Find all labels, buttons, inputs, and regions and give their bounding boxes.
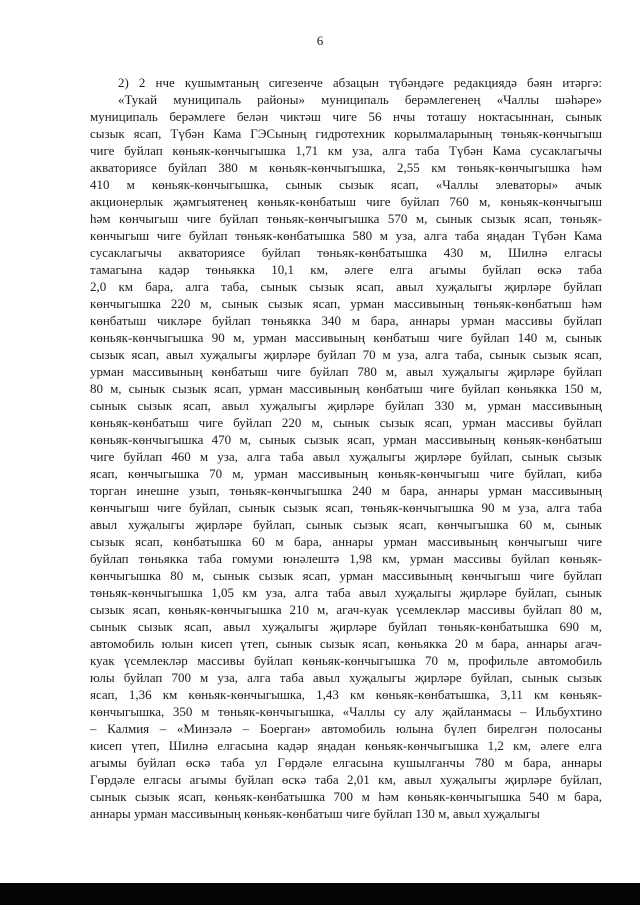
text-line: ясап, 1,36 км көньяк-көнчыгышка, 1,43 км көньяк-көнбатышка, 3,11 км көньяк-: [90, 687, 602, 702]
text-line: куак үсемлекләр массивы буйлап көньяк-көнчыгышка 70 м, профильле автомобиль: [90, 653, 602, 668]
text-line: 80 м, сынык сызык ясап, урман массивының көнбатыш чиге буйлап көньякка 150 м,: [90, 381, 602, 396]
text-line: сынык сызык ясап, авыл хуҗалыгы җирләре буйлап төньяк-көнбатышка 690 м,: [90, 619, 602, 634]
text-line: акваториясе буйлап 380 м көньяк-көнчыгышка, 2,55 км төньяк-көнчыгышка һәм: [90, 160, 602, 175]
text-line: сызык ясап, Түбән Кама ГЭСының гидротехник корылмаларының төньяк-көнчыгыш: [90, 126, 602, 141]
text-line: аннары урман массивының көньяк-көнбатыш чиге буйлап 130 м, авыл хуҗалыгы: [90, 806, 540, 821]
text-line: – Калмия – «Минзәлә – Боерган» автомобиль юлына бүлеп бирелгән полосаны: [90, 721, 602, 736]
document-body: [90, 74, 602, 822]
text-line: сусаклагычы акваториясе буйлап төньяк-көнбатышка 430 м, Шилнә елгасы: [90, 245, 602, 260]
text-line: урман массивының көнбатыш чиге буйлап 780 м, авыл хуҗалыгы җирләре буйлап: [90, 364, 602, 379]
text-line: көнчыгышка 80 м, сынык сызык ясап, урман массивының көнчыгыш чиге буйлап: [90, 568, 602, 583]
text-line: тамагына кадәр төньякка 10,1 км, әлеге елга агымы буйлап өскә таба: [90, 262, 602, 277]
text-line: Гөрдәле елгасы агымы буйлап өскә таба 2,01 км, авыл хуҗалыгы җирләре буйлап,: [90, 772, 602, 787]
text-line: көнчыгышка 220 м, сынык сызык ясап, урман массивының төньяк-көнбатыш һәм: [90, 296, 602, 311]
text-line: көнчыгыш чиге буйлап, сынык сызык ясап, төньяк-көнчыгышка 90 м уза, алга таба: [90, 500, 602, 515]
text-line: автомобиль юлын кисеп үтеп, сынык сызык ясап, көньякка 20 м бара, аннары агач-: [90, 636, 602, 651]
text-line: көньяк-көнчыгышка 470 м, сынык сызык ясап, урман массивының көньяк-көнбатыш: [90, 432, 602, 447]
text-line: авыл хуҗалыгы җирләре буйлап, сынык сызык ясап, көнчыгышка 60 м, сынык: [90, 517, 602, 532]
text-line: юлы буйлап 700 м уза, алга таба авыл хуҗалыгы җирләре буйлап, сынык сызык: [90, 670, 602, 685]
scan-bottom-edge: [0, 883, 640, 905]
text-line: муниципаль берәмлеге белән чиктәш чиге 56 нчы тоташу ноктасыннан, сынык: [90, 109, 602, 124]
text-line: сынык сызык ясап, көньяк-көнбатышка 700 м һәм көньяк-көнчыгышка 540 м бара,: [90, 789, 602, 804]
text-line: 2,0 км бара, алга таба, сынык сызык ясап, авыл хуҗалыгы җирләре буйлап: [90, 279, 602, 294]
text-line: сызык ясап, көньяк-көнчыгышка 210 м, агач-куак үсемлекләр массивы буйлап 80 м,: [90, 602, 602, 617]
text-line: көнчыгышка, 350 м төньяк-көнчыгышка, «Чаллы су алу җайланмасы – Ильбухтино: [90, 704, 602, 719]
text-line: көнбатыш чикләре буйлап төньякка 340 м бара, аннары урман массивы буйлап: [90, 313, 602, 328]
text-line: ясап, көнчыгышка 70 м, урман массивының көньяк-көнчыгыш чиге буйлап, кибә: [90, 466, 602, 481]
text-line: торган инешне узып, төньяк-көнчыгышка 240 м бара, аннары урман массивының: [90, 483, 602, 498]
text-line: кисеп үтеп, Шилнә елгасына кадәр яңадан көньяк-көнчыгышка 1,2 км, әлеге елга: [90, 738, 602, 753]
text-line: төньяк-көнчыгышка 1,05 км уза, алга таба авыл хуҗалыгы җирләре буйлап, сынык: [90, 585, 602, 600]
text-line: буйлап төньякка таба гомуми юнәлештә 1,98 км, урман массивы буйлап көньяк-: [90, 551, 602, 566]
text-line: һәм көнчыгыш чиге буйлап төньяк-көнчыгышка 570 м, сынык сызык ясап, төньяк-: [90, 211, 602, 226]
text-line: сызык ясап, авыл хуҗалыгы җирләре буйлап 70 м уза, алга таба, сынык сызык ясап,: [90, 347, 602, 362]
text-line: 2) 2 нче кушымтаның сигезенче абзацын түбәндәге редакциядә бәян итәргә:: [118, 75, 602, 90]
text-line: 410 м көньяк-көнчыгышка, сынык сызык ясап, «Чаллы элеваторы» ачык: [90, 177, 602, 192]
text-line: «Тукай муниципаль районы» муниципаль берәмлегенең «Чаллы шәһәре»: [118, 92, 602, 107]
text-line: чиге буйлап көньяк-көнчыгышка 1,71 км уза, алга таба Түбән Кама сусаклагычы: [90, 143, 602, 158]
text-line: чиге буйлап 460 м уза, алга таба авыл хуҗалыгы җирләре буйлап, сынык сызык: [90, 449, 602, 464]
text-line: акционерлык җәмгыятенең көньяк-көнбатыш чиге буйлап 760 м, көньяк-көнчыгыш: [90, 194, 602, 209]
text-line: агымы буйлап өскә таба ул Гөрдәле елгасына кушылганчы 780 м бара, аннары: [90, 755, 602, 770]
text-line: көнчыгыш чиге буйлап төньяк-көнбатышка 580 м уза, алга таба яңадан Түбән Кама: [90, 228, 602, 243]
text-line: көньяк-көнчыгышка 90 м, урман массивының көнбатыш чиге буйлап 140 м, сынык: [90, 330, 602, 345]
text-line: сынык сызык ясап, авыл хуҗалыгы җирләре буйлап 330 м, урман массивының: [90, 398, 602, 413]
text-line: сызык ясап, көнбатышка 60 м бара, аннары урман массивының көнчыгыш чиге: [90, 534, 602, 549]
text-line: көньяк-көнбатыш чиге буйлап 220 м, сынык сызык ясап, урман массивы буйлап: [90, 415, 602, 430]
page-number: 6: [316, 33, 324, 48]
